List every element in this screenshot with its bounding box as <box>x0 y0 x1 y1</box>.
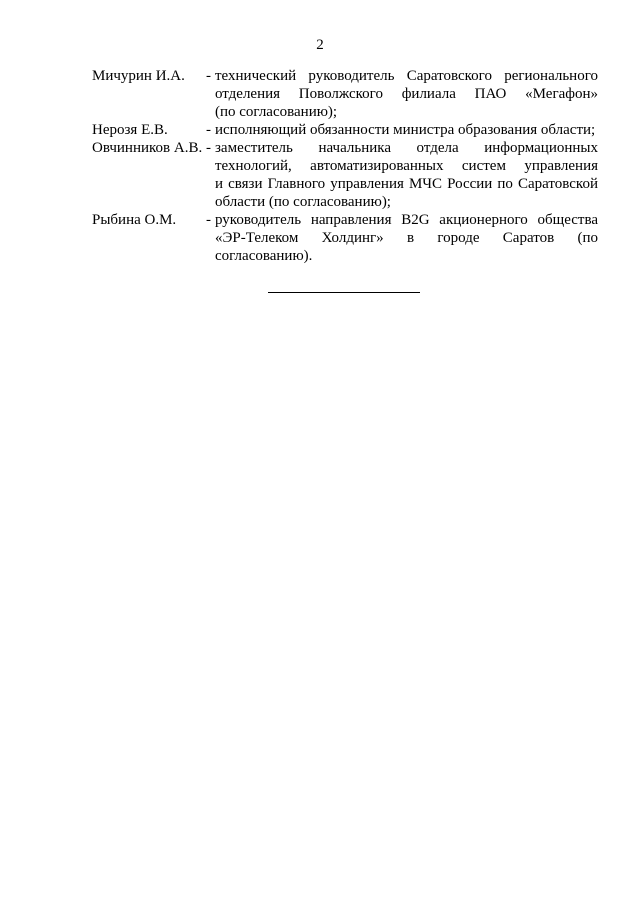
description-line: заместитель начальника отдела информационных <box>215 140 598 156</box>
description-line: области (по согласованию); <box>215 194 391 210</box>
description-line: технический руководитель Саратовского регионального <box>215 68 598 84</box>
description-line: (по согласованию); <box>215 104 338 120</box>
description-line: исполняющий обязанности министра образования области; <box>215 122 596 138</box>
description-line: «ЭР-Телеком Холдинг» в городе Саратов (по согласованию). <box>215 230 598 264</box>
member-dash: - <box>206 122 211 138</box>
member-dash: - <box>206 140 211 156</box>
description-line: отделения Поволжского филиала ПАО «Мегафон» <box>215 86 598 102</box>
description-line: и связи Главного управления МЧС России по Саратовской <box>215 176 598 192</box>
page-number: 2 <box>316 37 324 53</box>
description-line: технологий, автоматизированных систем управления <box>215 158 598 174</box>
member-dash: - <box>206 68 211 84</box>
member-name: Овчинников А.В. <box>92 140 203 156</box>
member-dash: - <box>206 212 211 228</box>
member-entry <box>92 211 598 265</box>
member-name: Нерозя Е.В. <box>92 122 168 138</box>
member-description <box>215 67 598 121</box>
member-entry <box>92 67 598 121</box>
end-separator-line <box>268 292 420 293</box>
member-entry <box>92 139 598 211</box>
member-name: Рыбина О.М. <box>92 212 177 228</box>
member-name: Мичурин И.А. <box>92 68 185 84</box>
description-line: руководитель направления B2G акционерного общества <box>215 212 598 228</box>
members-list <box>92 67 598 265</box>
member-description <box>215 139 598 211</box>
member-entry <box>92 121 598 139</box>
member-description <box>215 121 598 139</box>
member-description <box>215 211 598 265</box>
